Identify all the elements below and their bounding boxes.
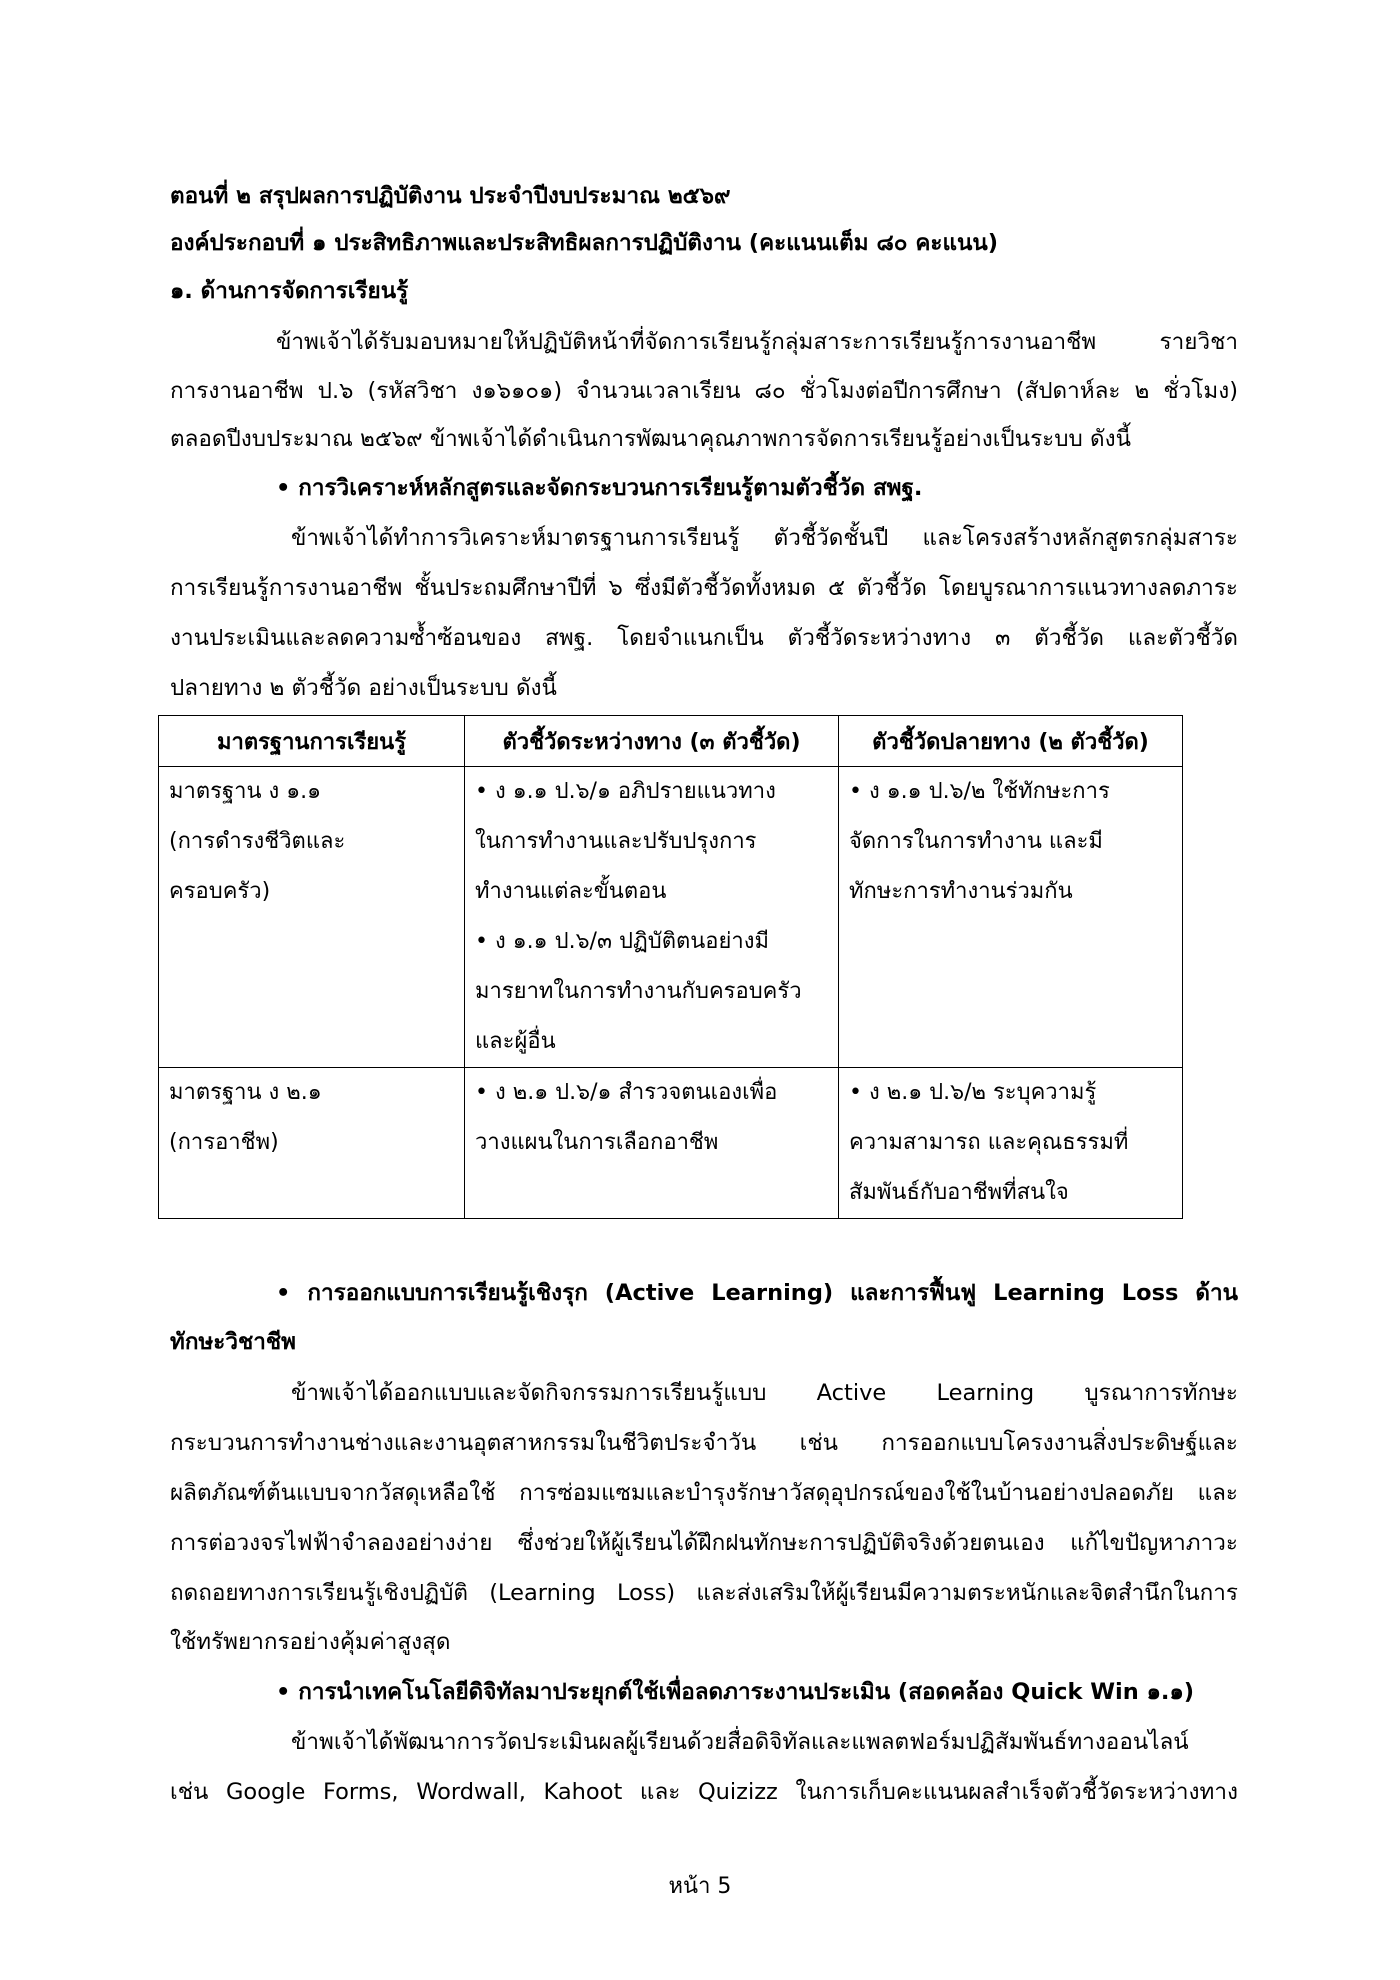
cell-line: ทำงานแต่ละขั้นตอน <box>475 879 667 904</box>
cell-line: มาตรฐาน ง ๑.๑ <box>169 779 322 804</box>
cell-line: • ง ๑.๑ ป.๖/๒ ใช้ทักษะการ <box>849 779 1110 804</box>
cell-final <box>839 767 1183 1068</box>
cell-line: ความสามารถ และคุณธรรมที่ <box>849 1130 1129 1155</box>
bullet1-body-line-1: ข้าพเจ้าได้ทำการวิเคราะห์มาตรฐานการเรียนรู้ ตัวชี้วัดชั้นปี และโครงสร้างหลักสูตรกลุ่มสาระ <box>291 525 1238 551</box>
header-standard: มาตรฐานการเรียนรู้ <box>159 716 465 767</box>
bullet2-body-line-1: ข้าพเจ้าได้ออกแบบและจัดกิจกรรมการเรียนรู้แบบ Active Learning บูรณาการทักษะ <box>291 1380 1238 1406</box>
page-number: หน้า 5 <box>668 1874 732 1899</box>
header-final: ตัวชี้วัดปลายทาง (๒ ตัวชี้วัด) <box>839 716 1183 767</box>
cell-interim <box>465 1068 839 1219</box>
cell-line: มารยาทในการทำงานกับครอบครัว <box>475 979 802 1004</box>
bullet1-heading: • การวิเคราะห์หลักสูตรและจัดกระบวนการเรียนรู้ตามตัวชี้วัด สพฐ. <box>276 475 923 501</box>
bullet1-body-line-2: การเรียนรู้การงานอาชีพ ชั้นประถมศึกษาปีที่ ๖ ซึ่งมีตัวชี้วัดทั้งหมด ๕ ตัวชี้วัด โดยบูรณาการแนวทางลดภาระ <box>170 575 1238 601</box>
bullet2-heading-line-2: ทักษะวิชาชีพ <box>170 1329 297 1355</box>
cell-line: มาตรฐาน ง ๒.๑ <box>169 1080 322 1105</box>
table-row <box>159 1068 1183 1219</box>
bullet2-body-line-2: กระบวนการทำงานช่างและงานอุตสาหกรรมในชีวิตประจำวัน เช่น การออกแบบโครงงานสิ่งประดิษฐ์และ <box>170 1430 1238 1456</box>
component-heading: องค์ประกอบที่ ๑ ประสิทธิภาพและประสิทธิผลการปฏิบัติงาน (คะแนนเต็ม ๘๐ คะแนน) <box>170 230 999 256</box>
intro-line-3: ตลอดปีงบประมาณ ๒๕๖๙ ข้าพเจ้าได้ดำเนินการพัฒนาคุณภาพการจัดการเรียนรู้อย่างเป็นระบบ ดังนี้ <box>170 426 1131 452</box>
cell-line: (การดำรงชีวิตและ <box>169 829 346 854</box>
part-heading: ตอนที่ ๒ สรุปผลการปฏิบัติงาน ประจำปีงบประมาณ ๒๕๖๙ <box>170 183 731 209</box>
cell-line: ครอบครัว) <box>169 879 271 904</box>
bullet2-body-line-3: ผลิตภัณฑ์ต้นแบบจากวัสดุเหลือใช้ การซ่อมแซมและบำรุงรักษาวัสดุอุปกรณ์ของใช้ในบ้านอย่างปลอดภัย และ <box>170 1480 1238 1506</box>
bullet3-heading: • การนำเทคโนโลยีดิจิทัลมาประยุกต์ใช้เพื่อลดภาระงานประเมิน (สอดคล้อง Quick Win ๑.๑) <box>276 1679 1195 1705</box>
cell-final <box>839 1068 1183 1219</box>
section-heading: ๑. ด้านการจัดการเรียนรู้ <box>170 278 409 304</box>
bullet2-body-line-4: การต่อวงจรไฟฟ้าจำลองอย่างง่าย ซึ่งช่วยให้ผู้เรียนได้ฝึกฝนทักษะการปฏิบัติจริงด้วยตนเอง แก้ไขปัญหาภาวะ <box>170 1530 1238 1556</box>
cell-line: (การอาชีพ) <box>169 1130 279 1155</box>
bullet1-body-line-3: งานประเมินและลดความซ้ำซ้อนของ สพฐ. โดยจำแนกเป็น ตัวชี้วัดระหว่างทาง ๓ ตัวชี้วัด และตัวชี้วัด <box>170 625 1238 651</box>
cell-line: ทักษะการทำงานร่วมกัน <box>849 879 1073 904</box>
bullet3-body-line-2: เช่น Google Forms, Wordwall, Kahoot และ Quizizz ในการเก็บคะแนนผลสำเร็จตัวชี้วัดระหว่างทาง <box>170 1779 1238 1805</box>
bullet2-body-line-6: ใช้ทรัพยากรอย่างคุ้มค่าสูงสุด <box>170 1629 451 1655</box>
header-interim: ตัวชี้วัดระหว่างทาง (๓ ตัวชี้วัด) <box>465 716 839 767</box>
intro-line-2: การงานอาชีพ ป.๖ (รหัสวิชา ง๑๖๑๐๑) จำนวนเวลาเรียน ๘๐ ชั่วโมงต่อปีการศึกษา (สัปดาห์ละ ๒ ชั่วโมง) <box>170 378 1238 404</box>
bullet3-body-line-1: ข้าพเจ้าได้พัฒนาการวัดประเมินผลผู้เรียนด้วยสื่อดิจิทัลและแพลตฟอร์มปฏิสัมพันธ์ทางออนไลน์ <box>291 1729 1189 1755</box>
intro-line-1: ข้าพเจ้าได้รับมอบหมายให้ปฏิบัติหน้าที่จัดการเรียนรู้กลุ่มสาระการเรียนรู้การงานอาชีพ รายวิชา <box>276 329 1238 355</box>
cell-standard <box>159 767 465 1068</box>
cell-line: สัมพันธ์กับอาชีพที่สนใจ <box>849 1180 1069 1205</box>
cell-line: • ง ๒.๑ ป.๖/๑ สำรวจตนเองเพื่อ <box>475 1080 778 1105</box>
cell-line: วางแผนในการเลือกอาชีพ <box>475 1130 719 1155</box>
table-header-row <box>159 716 1183 767</box>
cell-standard <box>159 1068 465 1219</box>
bullet1-body-line-4: ปลายทาง ๒ ตัวชี้วัด อย่างเป็นระบบ ดังนี้ <box>170 675 557 701</box>
cell-line: • ง ๑.๑ ป.๖/๓ ปฏิบัติตนอย่างมี <box>475 929 770 954</box>
cell-line: • ง ๒.๑ ป.๖/๒ ระบุความรู้ <box>849 1080 1097 1105</box>
standards-table <box>158 715 1183 1219</box>
bullet2-heading-line-1: • การออกแบบการเรียนรู้เชิงรุก (Active Learning) และการฟื้นฟู Learning Loss ด้าน <box>276 1280 1238 1306</box>
cell-line: ในการทำงานและปรับปรุงการ <box>475 829 757 854</box>
cell-line: จัดการในการทำงาน และมี <box>849 829 1103 854</box>
cell-line: และผู้อื่น <box>475 1029 556 1054</box>
cell-interim <box>465 767 839 1068</box>
cell-line: • ง ๑.๑ ป.๖/๑ อภิปรายแนวทาง <box>475 779 776 804</box>
table-row <box>159 767 1183 1068</box>
bullet2-body-line-5: ถดถอยทางการเรียนรู้เชิงปฏิบัติ (Learning Loss) และส่งเสริมให้ผู้เรียนมีความตระหนักและจิตสำนึกในการ <box>170 1580 1238 1606</box>
